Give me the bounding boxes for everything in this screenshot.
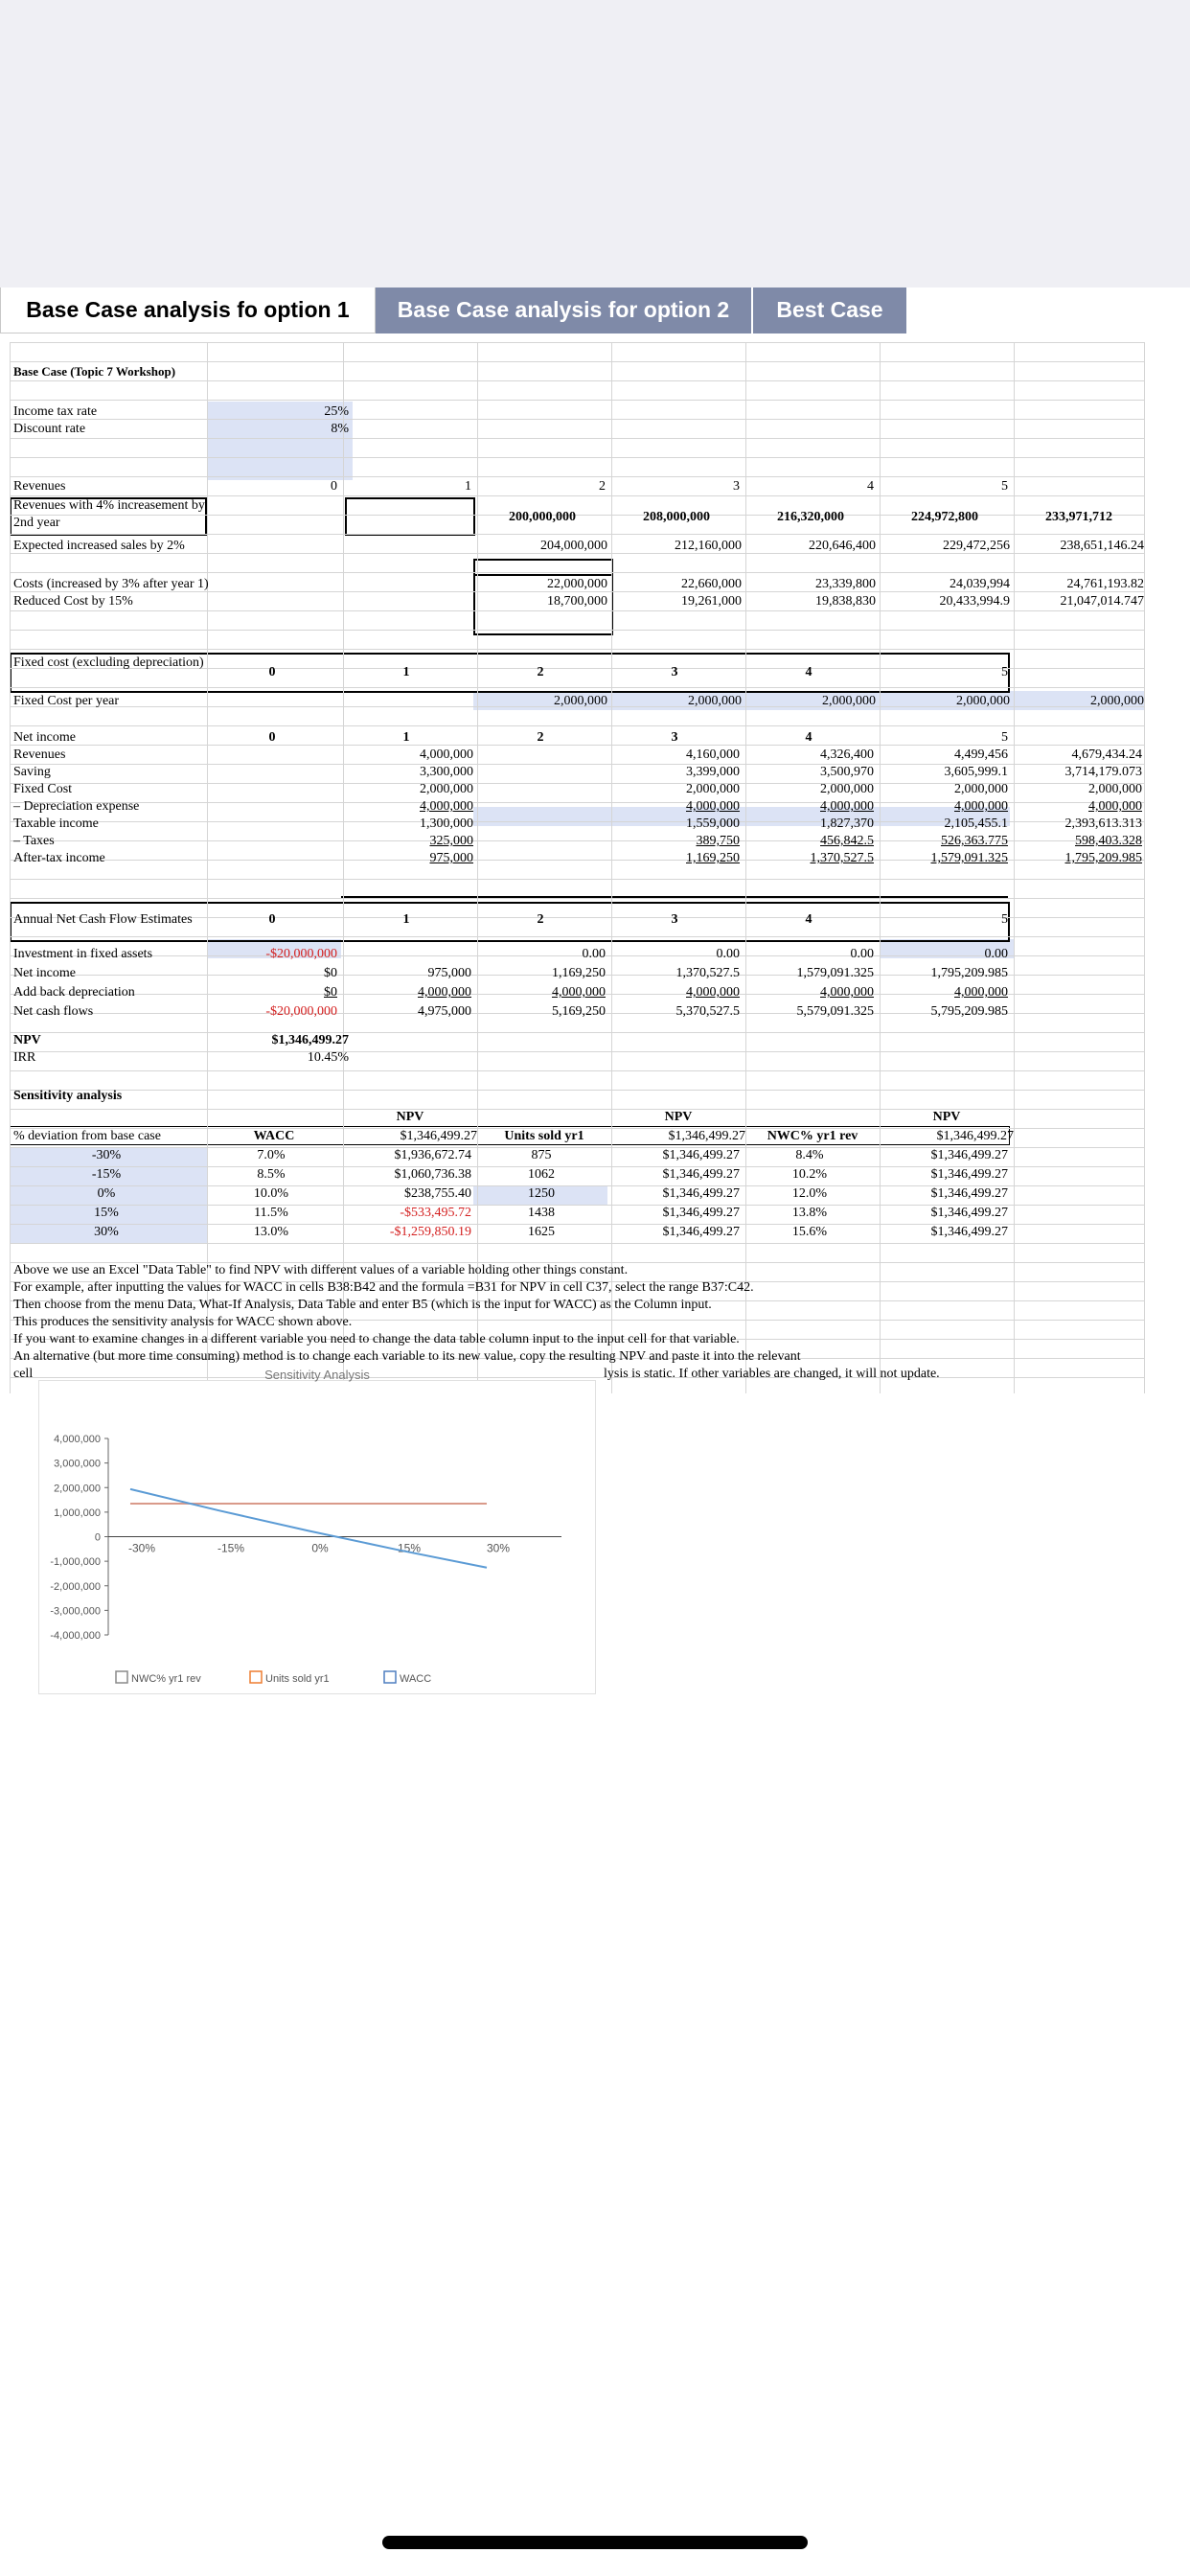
gridline xyxy=(10,610,1144,611)
sens-header[interactable]: $1,346,499.27 xyxy=(936,1129,1014,1143)
value-cell[interactable]: 325,000 xyxy=(429,834,473,848)
value-cell[interactable]: 5,169,250 xyxy=(552,1004,606,1019)
year-cell[interactable]: 2 xyxy=(599,479,606,494)
value-cell[interactable]: 2,000,000 xyxy=(686,782,740,796)
note-line: For example, after inputting the values for WACC in cells B38:B42 and the formula =B31 for NPV in cell C37, select the range B37:C42. xyxy=(13,1280,754,1295)
value-cell[interactable]: 1,795,209.985 xyxy=(1064,851,1142,865)
value-cell[interactable]: 4,000,000 xyxy=(820,985,874,1000)
value-cell[interactable]: 2,393,613.313 xyxy=(1064,816,1142,831)
sens-cell[interactable]: $1,346,499.27 xyxy=(662,1148,740,1162)
year-cell[interactable]: 4 xyxy=(805,665,812,679)
year-cell[interactable]: 5 xyxy=(1001,479,1008,494)
value-cell[interactable]: 22,000,000 xyxy=(547,577,607,591)
revenues-label: Revenues xyxy=(13,479,66,494)
note-line: Above we use an Excel "Data Table" to find NPV with different values of a variable holding other things constant. xyxy=(13,1263,629,1277)
value-cell[interactable]: 20,433,994.9 xyxy=(939,594,1010,609)
x-tick-label: 0% xyxy=(311,1541,329,1555)
gridline xyxy=(10,879,1144,880)
x-tick-label: -15% xyxy=(217,1541,245,1555)
y-tick-label: -2,000,000 xyxy=(50,1580,101,1593)
row-label: Saving xyxy=(13,765,51,779)
sens-cell[interactable]: 7.0% xyxy=(257,1148,286,1162)
gridline xyxy=(10,342,1144,343)
sens-cell[interactable]: $238,755.40 xyxy=(404,1186,471,1201)
gridline xyxy=(10,572,1144,573)
note-line: cell xyxy=(13,1367,34,1381)
value-cell[interactable]: 238,651,146.24 xyxy=(1060,539,1144,553)
y-tick-label: 1,000,000 xyxy=(54,1506,101,1519)
value-cell[interactable]: 0.00 xyxy=(716,947,740,961)
year-cell[interactable]: 2 xyxy=(537,730,544,745)
year-cell[interactable]: 0 xyxy=(268,912,276,927)
x-tick-label: 30% xyxy=(486,1541,511,1555)
gridline xyxy=(10,534,1144,535)
year-cell[interactable]: 1 xyxy=(402,730,410,745)
value-cell[interactable]: 598,403.328 xyxy=(1075,834,1142,848)
sens-cell[interactable]: -$1,259,850.19 xyxy=(389,1225,471,1239)
header-cell[interactable]: NPV xyxy=(932,1110,961,1124)
value-cell[interactable]: 200,000,000 xyxy=(509,510,576,524)
gridline xyxy=(10,1051,1144,1052)
value-cell[interactable]: 4,000,000 xyxy=(686,799,740,814)
chart-canvas xyxy=(39,1368,595,1693)
sens-header[interactable]: $1,346,499.27 xyxy=(668,1129,745,1143)
sens-header[interactable]: Units sold yr1 xyxy=(504,1129,584,1143)
sens-header[interactable]: WACC xyxy=(253,1129,295,1143)
year-cell[interactable]: 1 xyxy=(402,912,410,927)
income-tax-cell[interactable]: 25% xyxy=(324,404,349,419)
year-cell[interactable]: 1 xyxy=(465,479,471,494)
year-cell[interactable]: 3 xyxy=(733,479,740,494)
year-cell[interactable]: 3 xyxy=(671,912,678,927)
y-tick-label: -4,000,000 xyxy=(50,1630,101,1642)
header-cell[interactable]: NPV xyxy=(664,1110,693,1124)
legend-swatch xyxy=(116,1671,127,1683)
chart-title: Sensitivity Analysis xyxy=(264,1368,370,1382)
value-cell[interactable]: 4,326,400 xyxy=(820,748,874,762)
value-cell[interactable]: -$20,000,000 xyxy=(265,1004,337,1019)
value-cell[interactable]: 1,169,250 xyxy=(686,851,740,865)
value-cell[interactable]: 229,472,256 xyxy=(943,539,1010,553)
value-cell[interactable]: 3,500,970 xyxy=(820,765,874,779)
row-label: Net cash flows xyxy=(13,1004,94,1019)
value-cell[interactable]: $0 xyxy=(324,985,337,1000)
year-cell[interactable]: 0 xyxy=(268,730,276,745)
year-cell[interactable]: 1 xyxy=(402,665,410,679)
gridline xyxy=(10,1377,1144,1378)
value-cell[interactable]: 4,000,000 xyxy=(552,985,606,1000)
value-cell[interactable]: 4,000,000 xyxy=(418,985,471,1000)
value-cell[interactable]: 1,795,209.985 xyxy=(930,966,1008,980)
gridline xyxy=(10,438,1144,439)
sens-cell[interactable]: $1,346,499.27 xyxy=(930,1225,1008,1239)
y-tick-label: -1,000,000 xyxy=(50,1556,101,1569)
sens-cell[interactable]: $1,346,499.27 xyxy=(662,1167,740,1182)
sens-cell[interactable]: 30% xyxy=(94,1225,119,1239)
year-cell[interactable]: 3 xyxy=(671,730,678,745)
value-cell[interactable]: 975,000 xyxy=(429,851,473,865)
value-cell[interactable]: 5,795,209.985 xyxy=(930,1004,1008,1019)
sens-cell[interactable]: $1,346,499.27 xyxy=(662,1225,740,1239)
sens-cell[interactable]: 0% xyxy=(97,1186,116,1201)
npv-value[interactable]: $1,346,499.27 xyxy=(271,1033,349,1047)
y-tick-label: -3,000,000 xyxy=(50,1605,101,1618)
year-cell[interactable]: 2 xyxy=(537,912,544,927)
note-line: An alternative (but more time consuming) method is to change each variable to its new value, copy the resulting NPV and paste it into the relevant xyxy=(13,1349,801,1364)
value-cell[interactable]: 220,646,400 xyxy=(809,539,876,553)
legend-swatch xyxy=(250,1671,262,1683)
gridline xyxy=(10,687,1144,688)
row-label: After-tax income xyxy=(13,851,105,865)
sens-cell[interactable]: 1250 xyxy=(528,1186,555,1201)
value-cell[interactable]: 4,679,434.24 xyxy=(1071,748,1142,762)
value-cell[interactable]: 216,320,000 xyxy=(777,510,844,524)
value-cell[interactable]: 4,000,000 xyxy=(820,799,874,814)
value-cell[interactable]: 5,370,527.5 xyxy=(675,1004,740,1019)
costs-label: Costs (increased by 3% after year 1) xyxy=(13,577,209,591)
row-label: Net income xyxy=(13,966,76,980)
income-tax-label: Income tax rate xyxy=(13,404,98,419)
value-cell[interactable]: 4,499,456 xyxy=(954,748,1008,762)
gridline xyxy=(10,361,1144,362)
sens-cell[interactable]: 875 xyxy=(531,1148,552,1162)
value-cell[interactable]: 1,559,000 xyxy=(686,816,740,831)
gridline xyxy=(10,419,1144,420)
value-cell[interactable]: 22,660,000 xyxy=(681,577,742,591)
year-cell[interactable]: 4 xyxy=(867,479,874,494)
sheet-tabs xyxy=(0,288,1190,335)
sens-cell[interactable]: -$533,495.72 xyxy=(400,1206,471,1220)
value-cell[interactable]: 4,000,000 xyxy=(686,985,740,1000)
sheet-title: Base Case (Topic 7 Workshop) xyxy=(13,364,176,379)
sens-cell[interactable]: 10.2% xyxy=(791,1167,828,1182)
value-cell[interactable]: 2,000,000 xyxy=(956,694,1010,708)
value-cell[interactable]: 233,971,712 xyxy=(1045,510,1112,524)
gridline xyxy=(10,1032,1144,1033)
value-cell[interactable]: 975,000 xyxy=(427,966,471,980)
sens-cell[interactable]: 13.0% xyxy=(253,1225,289,1239)
y-tick-label: 3,000,000 xyxy=(54,1458,101,1470)
row-label: Net income xyxy=(13,730,76,745)
sens-cell[interactable]: $1,346,499.27 xyxy=(930,1206,1008,1220)
value-cell[interactable]: 4,000,000 xyxy=(420,748,473,762)
value-cell[interactable]: 2,000,000 xyxy=(1088,782,1142,796)
value-cell[interactable]: 3,605,999.1 xyxy=(944,765,1008,779)
y-tick-label: 2,000,000 xyxy=(54,1483,101,1495)
home-indicator[interactable] xyxy=(382,2536,808,2549)
sens-cell[interactable]: 1625 xyxy=(528,1225,555,1239)
sens-cell[interactable]: 15.6% xyxy=(791,1225,828,1239)
row-label: Revenues xyxy=(13,748,66,762)
sens-cell[interactable]: $1,346,499.27 xyxy=(930,1148,1008,1162)
row-label: Taxable income xyxy=(13,816,99,831)
x-tick-label: 15% xyxy=(397,1541,422,1555)
value-cell[interactable]: 24,761,193.82 xyxy=(1066,577,1144,591)
value-cell[interactable]: 23,339,800 xyxy=(815,577,876,591)
sens-cell[interactable]: $1,346,499.27 xyxy=(662,1186,740,1201)
fixed-excl-label: Fixed cost (excluding depreciation) xyxy=(13,656,204,670)
fixed-per-year-label: Fixed Cost per year xyxy=(13,694,120,708)
irr-label: IRR xyxy=(13,1050,36,1065)
sens-cell[interactable]: $1,346,499.27 xyxy=(662,1206,740,1220)
sens-cell[interactable]: 10.0% xyxy=(253,1186,289,1201)
sens-header[interactable]: % deviation from base case xyxy=(13,1129,161,1143)
value-cell[interactable]: 24,039,994 xyxy=(950,577,1010,591)
value-cell[interactable]: 2,000,000 xyxy=(954,782,1008,796)
value-cell[interactable]: 1,300,000 xyxy=(420,816,473,831)
gridline xyxy=(10,380,1144,381)
year-cell[interactable]: 5 xyxy=(1001,912,1008,927)
value-cell[interactable]: $0 xyxy=(324,966,337,980)
expected-label: Expected increased sales by 2% xyxy=(13,539,185,553)
value-cell[interactable]: 224,972,800 xyxy=(911,510,978,524)
gridline xyxy=(10,649,1144,650)
y-tick-label: 0 xyxy=(94,1531,101,1544)
value-cell[interactable]: 0.00 xyxy=(984,947,1008,961)
note-line: If you want to examine changes in a different variable you need to change the data table column input to the input cell for that variable. xyxy=(13,1332,740,1346)
gridline xyxy=(10,936,1144,937)
sensitivity-title: Sensitivity analysis xyxy=(13,1089,123,1103)
value-cell[interactable]: 21,047,014.747 xyxy=(1060,594,1144,609)
note-line: Then choose from the menu Data, What-If Analysis, Data Table and enter B5 (which is the input for WACC) as the Column input. xyxy=(13,1298,712,1312)
row-label: – Depreciation expense xyxy=(13,799,140,814)
x-tick-label: -30% xyxy=(127,1541,156,1555)
gridline xyxy=(10,725,1144,726)
value-cell[interactable]: 0.00 xyxy=(850,947,874,961)
value-cell[interactable]: 1,579,091.325 xyxy=(796,966,874,980)
row-label: Add back depreciation xyxy=(13,985,135,1000)
row-label: Fixed Cost xyxy=(13,782,73,796)
reduced-label: Reduced Cost by 15% xyxy=(13,594,133,609)
gridline xyxy=(10,1090,1144,1091)
value-cell[interactable]: 2,000,000 xyxy=(420,782,473,796)
value-cell[interactable]: 204,000,000 xyxy=(540,539,607,553)
value-cell[interactable]: 4,000,000 xyxy=(954,799,1008,814)
value-cell[interactable]: 3,714,179.073 xyxy=(1064,765,1142,779)
value-cell[interactable]: 1,169,250 xyxy=(552,966,606,980)
value-cell[interactable]: 19,261,000 xyxy=(681,594,742,609)
value-cell[interactable]: 4,975,000 xyxy=(418,1004,471,1019)
gridline xyxy=(10,400,1144,401)
year-cell[interactable]: 2 xyxy=(537,665,544,679)
discount-label: Discount rate xyxy=(13,422,86,436)
sens-header[interactable]: $1,346,499.27 xyxy=(400,1129,477,1143)
gridline xyxy=(10,457,1144,458)
rev-increase-label: Revenues with 4% increasement by 2nd year xyxy=(13,498,205,530)
npv-label: NPV xyxy=(13,1033,41,1047)
value-cell[interactable]: 2,000,000 xyxy=(688,694,742,708)
sens-cell[interactable]: 15% xyxy=(94,1206,119,1220)
gridline xyxy=(10,1070,1144,1071)
value-cell[interactable]: 4,000,000 xyxy=(1088,799,1142,814)
row-label: Investment in fixed assets xyxy=(13,947,153,961)
year-cell[interactable]: 4 xyxy=(805,730,812,745)
value-cell[interactable]: 18,700,000 xyxy=(547,594,607,609)
gridline xyxy=(10,898,1144,899)
value-cell[interactable]: 2,000,000 xyxy=(822,694,876,708)
value-cell[interactable]: 4,160,000 xyxy=(686,748,740,762)
value-cell[interactable]: 5,579,091.325 xyxy=(796,1004,874,1019)
value-cell[interactable]: 2,105,455.1 xyxy=(944,816,1008,831)
value-cell[interactable]: 0.00 xyxy=(582,947,606,961)
sens-cell[interactable]: 1438 xyxy=(528,1206,555,1220)
series-line-wacc xyxy=(127,1489,487,1568)
legend-label: WACC xyxy=(400,1673,432,1685)
value-cell[interactable]: 526,363.775 xyxy=(941,834,1008,848)
year-cell[interactable]: 5 xyxy=(1001,730,1008,745)
value-cell[interactable]: 2,000,000 xyxy=(554,694,607,708)
value-cell[interactable]: 1,370,527.5 xyxy=(810,851,874,865)
gridline xyxy=(10,495,1144,496)
legend-swatch xyxy=(384,1671,396,1683)
value-cell[interactable]: 1,370,527.5 xyxy=(675,966,740,980)
value-cell[interactable]: 4,000,000 xyxy=(954,985,1008,1000)
note-line: This produces the sensitivity analysis for WACC shown above. xyxy=(13,1315,353,1329)
sens-cell[interactable]: 13.8% xyxy=(791,1206,828,1220)
tab-base-case-option-2[interactable]: Base Case analysis for option 2 xyxy=(376,288,753,334)
gridline xyxy=(10,1243,1144,1244)
sens-cell[interactable]: 1062 xyxy=(528,1167,555,1182)
sens-header[interactable]: NWC% yr1 rev xyxy=(767,1129,858,1143)
year-cell[interactable]: 5 xyxy=(1001,665,1008,679)
sens-cell[interactable]: $1,936,672.74 xyxy=(394,1148,471,1162)
gridline xyxy=(10,630,1144,631)
sens-cell[interactable]: 8.4% xyxy=(795,1148,824,1162)
value-cell[interactable]: 3,300,000 xyxy=(420,765,473,779)
sens-cell[interactable]: -30% xyxy=(91,1148,122,1162)
value-cell[interactable]: 3,399,000 xyxy=(686,765,740,779)
value-cell[interactable]: 212,160,000 xyxy=(675,539,742,553)
value-cell[interactable]: 1,827,370 xyxy=(820,816,874,831)
sens-cell[interactable]: $1,060,736.38 xyxy=(394,1167,471,1182)
sens-cell[interactable]: 8.5% xyxy=(257,1167,286,1182)
header-cell[interactable]: NPV xyxy=(396,1110,424,1124)
legend-label: NWC% yr1 rev xyxy=(131,1673,201,1685)
value-cell[interactable]: -$20,000,000 xyxy=(265,947,337,961)
value-cell[interactable]: 2,000,000 xyxy=(1090,694,1144,708)
gridline xyxy=(10,476,1144,477)
sens-cell[interactable]: $1,346,499.27 xyxy=(930,1167,1008,1182)
value-cell[interactable]: 208,000,000 xyxy=(643,510,710,524)
sens-cell[interactable]: 12.0% xyxy=(791,1186,828,1201)
year-cell[interactable]: 3 xyxy=(671,665,678,679)
status-area xyxy=(0,0,1190,288)
year-cell[interactable]: 0 xyxy=(268,665,276,679)
y-tick-label: 4,000,000 xyxy=(54,1434,101,1445)
sensitivity-chart[interactable] xyxy=(38,1368,596,1694)
tab-base-case-option-1[interactable]: Base Case analysis fo option 1 xyxy=(0,288,376,334)
discount-cell[interactable]: 8% xyxy=(331,422,349,436)
value-cell[interactable]: 1,579,091.325 xyxy=(930,851,1008,865)
row-label: – Taxes xyxy=(13,834,55,848)
value-cell[interactable]: 2,000,000 xyxy=(820,782,874,796)
year-cell[interactable]: 0 xyxy=(331,479,337,494)
sens-cell[interactable]: -15% xyxy=(91,1167,122,1182)
note-line: lysis is static. If other variables are changed, it will not update. xyxy=(604,1367,940,1381)
value-cell[interactable]: 456,842.5 xyxy=(820,834,874,848)
irr-value[interactable]: 10.45% xyxy=(307,1050,349,1065)
sens-cell[interactable]: 11.5% xyxy=(254,1206,288,1220)
spreadsheet-grid[interactable] xyxy=(10,342,1144,1393)
year-cell[interactable]: 4 xyxy=(805,912,812,927)
value-cell[interactable]: 4,000,000 xyxy=(420,799,473,814)
legend-label: Units sold yr1 xyxy=(265,1673,330,1685)
tab-best-case[interactable]: Best Case xyxy=(753,288,908,334)
cf-title: Annual Net Cash Flow Estimates xyxy=(13,912,193,927)
value-cell[interactable]: 389,750 xyxy=(696,834,740,848)
sens-cell[interactable]: $1,346,499.27 xyxy=(930,1186,1008,1201)
value-cell[interactable]: 19,838,830 xyxy=(815,594,876,609)
